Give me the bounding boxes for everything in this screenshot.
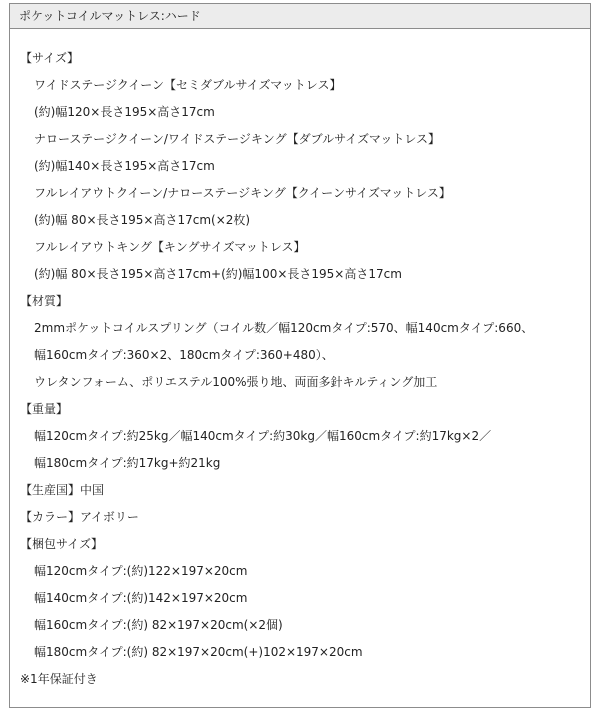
spec-section-heading: 【サイズ】 (20, 51, 80, 65)
spec-detail-line: (約)幅 80×長さ195×高さ17cm+(約)幅100×長さ195×高さ17cm (34, 267, 402, 281)
spec-detail-line: (約)幅140×長さ195×高さ17cm (34, 159, 215, 173)
spec-detail-line: (約)幅 80×長さ195×高さ17cm(×2枚) (34, 213, 251, 227)
spec-detail-line: 幅180cmタイプ:約17kg+約21kg (34, 456, 221, 470)
spec-detail-line: 幅140cmタイプ:(約)142×197×20cm (34, 591, 248, 605)
spec-section-heading: 【カラー】アイボリー (20, 510, 139, 524)
spec-detail-line: 幅120cmタイプ:(約)122×197×20cm (34, 564, 248, 578)
spec-detail-line: ワイドステージクイーン【セミダブルサイズマットレス】 (34, 78, 342, 92)
spec-section-heading: 【重量】 (20, 402, 69, 416)
spec-detail-line: ナローステージクイーン/ワイドステージキング【ダブルサイズマットレス】 (34, 132, 441, 146)
spec-detail-line: 幅180cmタイプ:(約) 82×197×20cm(+)102×197×20cm (34, 645, 363, 659)
spec-body (20, 45, 586, 693)
spec-detail-line: フルレイアウトキング【キングサイズマットレス】 (34, 240, 306, 254)
spec-detail-line: フルレイアウトクイーン/ナローステージキング【クイーンサイズマットレス】 (34, 186, 451, 200)
spec-detail-line: (約)幅120×長さ195×高さ17cm (34, 105, 215, 119)
spec-detail-line: 幅160cmタイプ:(約) 82×197×20cm(×2個) (34, 618, 283, 632)
spec-detail-line: ウレタンフォーム、ポリエステル100%張り地、両面多針キルティング加工 (34, 375, 438, 389)
spec-header-title: ポケットコイルマットレス:ハード (10, 4, 590, 29)
spec-detail-line: 幅160cmタイプ:360×2、180cmタイプ:360+480）、 (34, 348, 334, 362)
spec-section-heading: 【生産国】中国 (20, 483, 105, 497)
spec-section-heading: 【梱包サイズ】 (20, 537, 104, 551)
spec-detail-line: 幅120cmタイプ:約25kg／幅140cmタイプ:約30kg／幅160cmタイプ:約17kg×2／ (34, 429, 492, 443)
spec-detail-line: 2mmポケットコイルスプリング（コイル数／幅120cmタイプ:570、幅140cmタイプ:660、 (34, 321, 534, 335)
spec-table (9, 3, 591, 708)
spec-section-heading: ※1年保証付き (20, 672, 98, 686)
spec-section-heading: 【材質】 (20, 294, 69, 308)
